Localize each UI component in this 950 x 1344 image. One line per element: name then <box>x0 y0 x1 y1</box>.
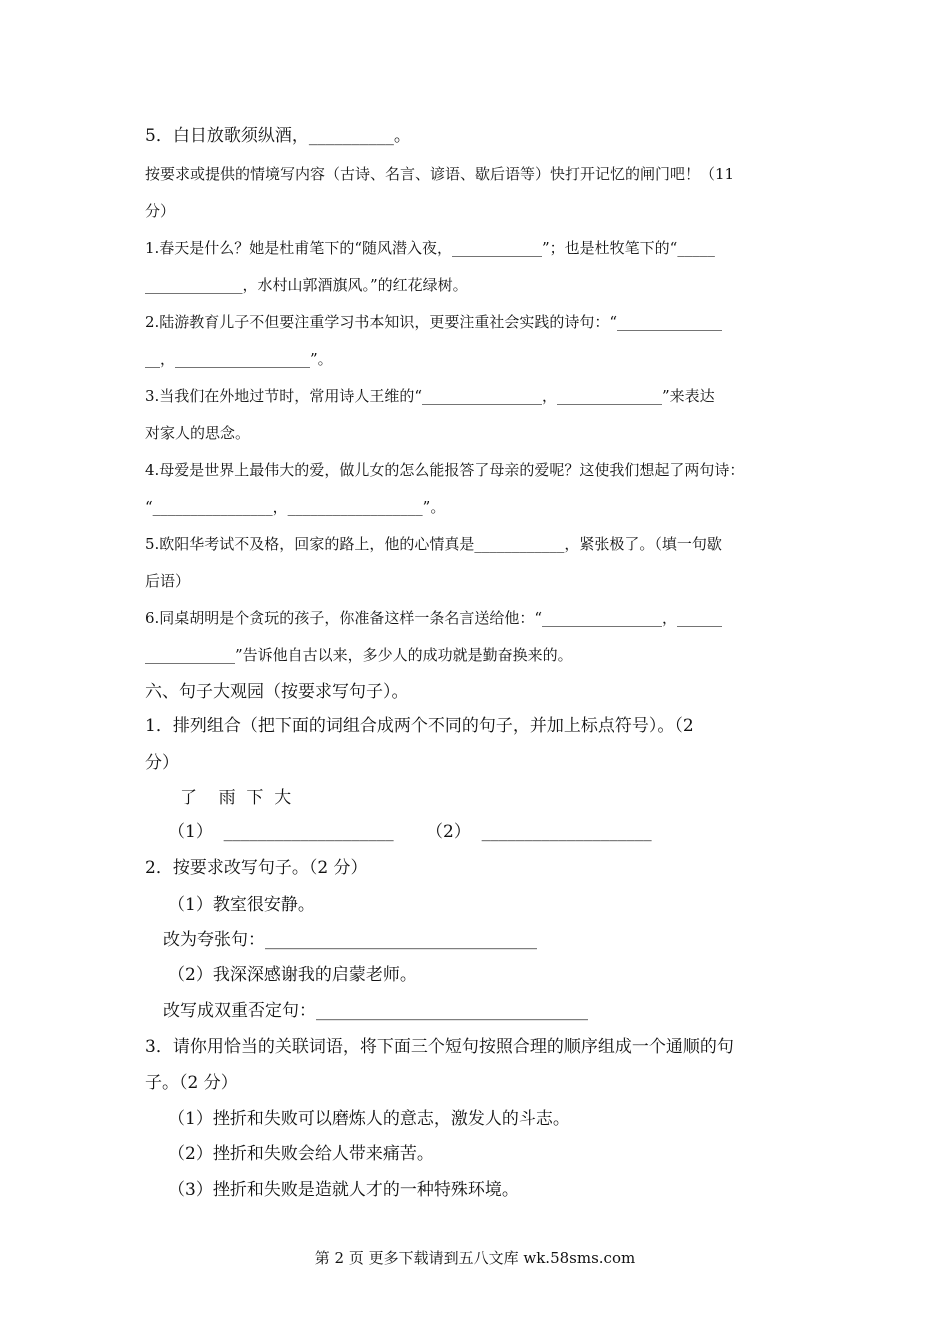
sentence-task-1-cont: 分） <box>145 753 179 773</box>
task-2-item-1: （1）教室很安静。 <box>168 895 315 915</box>
sentence-task-1: 1．排列组合（把下面的词组合成两个不同的句子，并加上标点符号）。（2 <box>145 716 694 736</box>
task-3-item-2: （2）挫折和失败会给人带来痛苦。 <box>168 1144 434 1164</box>
question-4: 4.母爱是世界上最伟大的爱，做儿女的怎么能报答了母亲的爱呢？这使我们想起了两句诗： <box>145 461 745 479</box>
question-3: 3.当我们在外地过节时，常用诗人王维的“________________，______________”来表达 <box>145 387 715 405</box>
question-3-cont: 对家人的思念。 <box>145 424 251 442</box>
sentence-task-2: 2．按要求改写句子。（2 分） <box>145 858 368 878</box>
task-2-item-1-answer: 改为夸张句：________________________________ <box>163 930 537 950</box>
sentence-task-3: 3．请你用恰当的关联词语，将下面三个短句按照合理的顺序组成一个通顺的句 <box>145 1037 734 1057</box>
question-6: 6.同桌胡明是个贪玩的孩子，你准备这样一条名言送给他：“________________，______ <box>145 609 722 627</box>
answer-lines: （1） ____________________ （2） ____________________ <box>168 822 652 842</box>
question-5: 5.欧阳华考试不及格，回家的路上，他的心情真是____________，紧张极了。（填一句歇 <box>145 535 722 553</box>
task-2-item-2: （2）我深深感谢我的启蒙老师。 <box>168 965 417 985</box>
question-1-cont: _____________，水村山郭酒旗风。”的红花绿树。 <box>145 276 468 294</box>
word-list: 了 雨 下 大 <box>180 788 292 808</box>
task-3-item-1: （1）挫折和失败可以磨炼人的意志，激发人的斗志。 <box>168 1109 570 1129</box>
question-2: 2.陆游教育儿子不但要注重学习书本知识，更要注重社会实践的诗句：“______________ <box>145 313 722 331</box>
section-6-heading: 六、句子大观园（按要求写句子）。 <box>145 682 409 702</box>
memory-intro-cont: 分） <box>145 202 176 220</box>
question-6-cont: ____________”告诉他自古以来，多少人的成功就是勤奋换来的。 <box>145 646 573 664</box>
question-2-cont: __，__________________”。 <box>145 350 333 368</box>
task-3-item-3: （3）挫折和失败是造就人才的一种特殊环境。 <box>168 1180 519 1200</box>
memory-intro: 按要求或提供的情境写内容（古诗、名言、谚语、歇后语等）快打开记忆的闸门吧！（11 <box>145 165 735 183</box>
question-4-cont: “________________，__________________”。 <box>145 498 446 516</box>
poem-line-5: 5．白日放歌须纵酒，__________。 <box>145 126 411 146</box>
page-footer: 第 2 页 更多下载请到五八文库 wk.58sms.com <box>314 1249 636 1267</box>
question-5-cont: 后语） <box>145 572 191 590</box>
sentence-task-3-cont: 子。（2 分） <box>145 1073 238 1093</box>
question-1: 1.春天是什么？她是杜甫笔下的“随风潜入夜，____________”；也是杜牧笔下的“_____ <box>145 239 715 257</box>
task-2-item-2-answer: 改写成双重否定句：________________________________ <box>163 1001 588 1021</box>
